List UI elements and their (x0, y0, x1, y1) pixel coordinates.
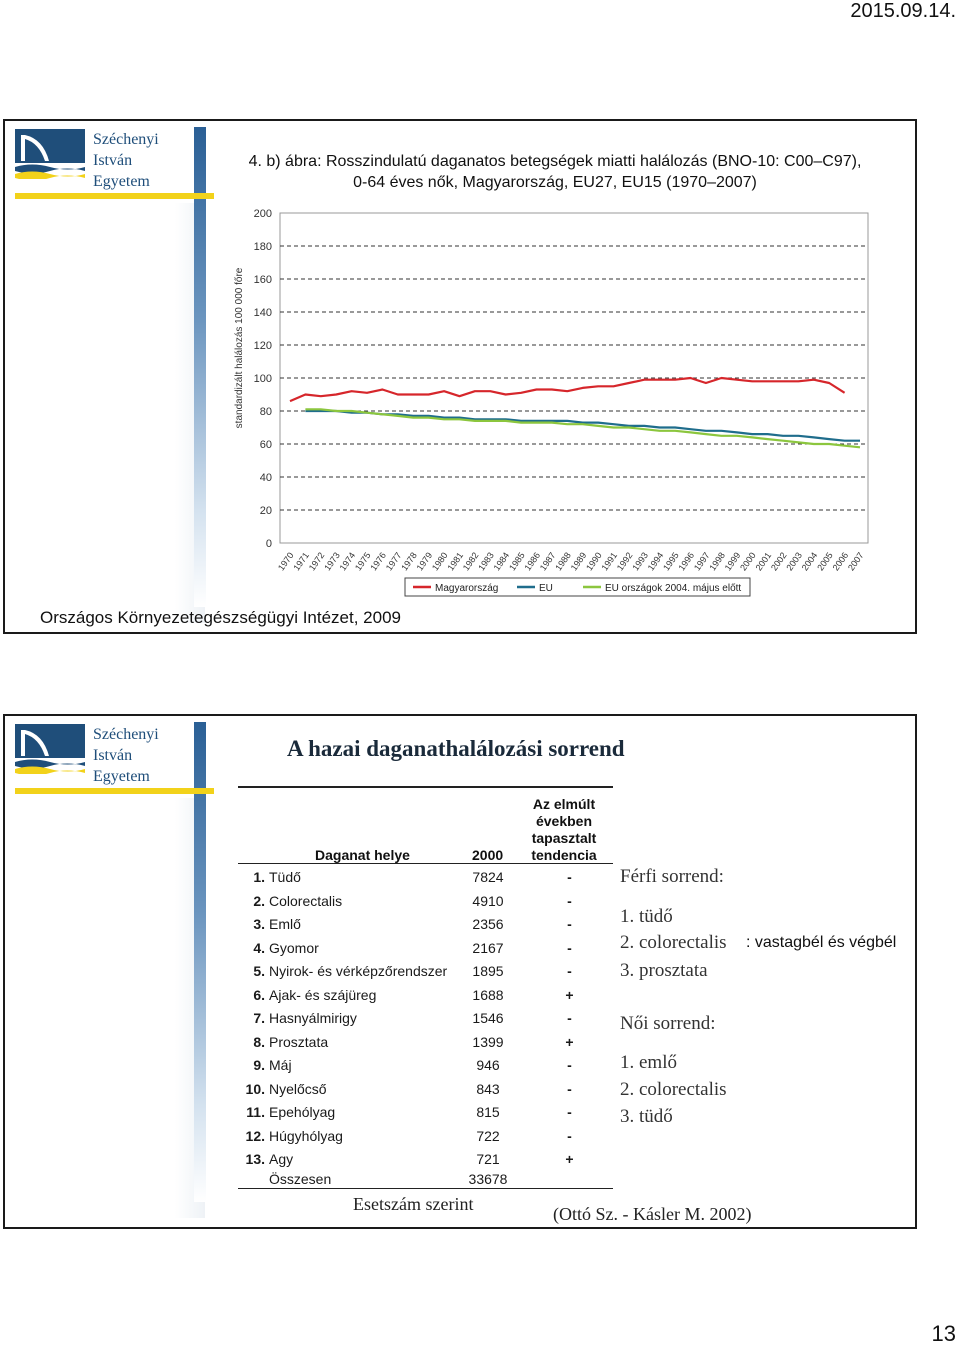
x-tick-label: 1987 (537, 550, 558, 573)
table-row (242, 987, 612, 1010)
female-ranking-item: 3. tüdő (620, 1106, 673, 1127)
table-row (242, 893, 612, 916)
university-name-line1: Széchenyi (93, 131, 159, 148)
x-tick-label: 1978 (399, 550, 419, 573)
row-number: 12. (245, 1127, 265, 1144)
y-tick-label: 0 (265, 538, 272, 550)
x-tick-label: 1985 (507, 550, 527, 573)
y-tick-label: 40 (259, 472, 272, 484)
x-tick-label: 1991 (599, 550, 620, 573)
colorectal-note: : vastagbél és végbél (746, 934, 897, 951)
death-count: 1399 (472, 1033, 504, 1050)
total-value: 33678 (468, 1171, 508, 1187)
x-tick-label: 2005 (815, 550, 835, 573)
x-tick-label: 1994 (645, 550, 666, 573)
death-count: 722 (476, 1127, 500, 1144)
male-ranking-heading: Férfi sorrend: (620, 866, 724, 887)
cancer-site: Gyomor (269, 939, 319, 956)
y-tick-label: 80 (259, 406, 272, 418)
trend-indicator: + (565, 1151, 574, 1167)
female-ranking-item: 1. emlő (620, 1052, 677, 1073)
yellow-accent-bar (15, 788, 214, 794)
trend-indicator: - (567, 939, 572, 956)
female-ranking-item: 2. colorectalis (620, 1079, 727, 1100)
x-tick-label: 1973 (322, 550, 342, 573)
x-tick-label: 2003 (784, 550, 805, 573)
cancer-site: Húgyhólyag (269, 1127, 343, 1144)
cancer-site: Prosztata (269, 1033, 329, 1050)
column-header-trend (529, 796, 599, 864)
chart-title (205, 151, 905, 193)
trend-header-line: tapasztalt (531, 830, 597, 846)
trend-indicator: - (567, 1010, 572, 1026)
table-row (242, 1128, 612, 1151)
y-tick-label: 60 (259, 439, 272, 451)
x-tick-label: 1992 (614, 550, 635, 573)
x-tick-label: 1979 (414, 550, 435, 573)
x-tick-label: 2001 (753, 550, 774, 573)
page-date: 2015.09.14. (850, 0, 956, 22)
chart-title-line1: 4. b) ábra: Rosszindulatú daganatos betegségek miatti halálozás (BNO-10: C00–C97), (248, 153, 862, 170)
table-row (242, 869, 612, 892)
slide-chart (3, 119, 917, 634)
cancer-site: Máj (269, 1057, 292, 1073)
university-name-line2: István (93, 747, 133, 764)
x-tick-label: 1995 (661, 550, 681, 573)
x-tick-label: 1998 (707, 550, 727, 573)
table-row (242, 1010, 612, 1033)
slide-title: A hazai daganathalálozási sorrend (287, 736, 625, 761)
x-tick-label: 1971 (291, 550, 312, 573)
row-number: 8. (253, 1033, 265, 1050)
death-count: 946 (476, 1057, 500, 1073)
trend-indicator: - (567, 892, 572, 909)
cancer-site: Colorectalis (269, 892, 343, 909)
male-ranking-item: 3. prosztata (620, 960, 708, 981)
row-number: 3. (253, 916, 265, 932)
trend-header-line: tendencia (531, 847, 597, 863)
table-top-rule (238, 786, 613, 788)
column-header-year: 2000 (472, 847, 504, 863)
death-count: 2356 (472, 916, 504, 932)
trend-header-line: években (535, 813, 593, 829)
death-count: 721 (476, 1151, 500, 1167)
citation: (Ottó Sz. - Kásler M. 2002) (553, 1204, 752, 1224)
university-name-line3: Egyetem (93, 173, 150, 190)
male-ranking-item: 2. colorectalis (620, 932, 727, 953)
table-bottom-rule (238, 1188, 613, 1189)
slide-ranking (3, 714, 917, 1229)
cancer-site: Hasnyálmirigy (269, 1010, 357, 1026)
source-citation: Országos Környezetegészségügyi Intézet, 2009 (40, 608, 401, 627)
x-tick-label: 1984 (491, 550, 512, 573)
table-row (242, 1057, 612, 1080)
x-tick-label: 1993 (630, 550, 650, 573)
death-count: 2167 (472, 939, 504, 956)
x-tick-label: 1977 (383, 550, 404, 573)
y-tick-label: 120 (253, 340, 272, 352)
x-tick-label: 1975 (352, 550, 373, 573)
slide-side-gradient (5, 798, 205, 1218)
cancer-site: Tüdő (269, 869, 301, 885)
table-header-rule (238, 863, 613, 864)
death-count: 1546 (472, 1010, 504, 1026)
x-tick-label: 1974 (337, 550, 358, 573)
x-tick-label: 1989 (568, 550, 589, 573)
series-line-0 (290, 378, 845, 401)
cancer-site: Epehólyag (269, 1104, 336, 1120)
slide-side-gradient (5, 203, 205, 623)
row-number: 10. (245, 1080, 265, 1097)
female-ranking-heading: Női sorrend: (620, 1013, 716, 1034)
y-tick-label: 100 (253, 373, 272, 385)
death-count: 1688 (472, 986, 504, 1003)
side-accent-bar (194, 722, 206, 1202)
trend-indicator: - (567, 963, 572, 979)
x-tick-label: 2000 (738, 550, 758, 573)
x-tick-label: 1972 (306, 550, 327, 573)
y-tick-label: 160 (253, 274, 272, 286)
trend-indicator: - (567, 1080, 572, 1097)
x-tick-label: 1986 (522, 550, 543, 573)
death-count: 1895 (472, 963, 504, 979)
x-tick-label: 2004 (799, 550, 820, 573)
row-number: 5. (253, 963, 265, 979)
cancer-site: Emlő (269, 916, 301, 932)
row-number: 13. (245, 1151, 265, 1167)
row-number: 6. (253, 986, 265, 1003)
x-tick-label: 1976 (368, 550, 389, 573)
legend-label-0: Magyarország (435, 583, 499, 594)
death-count: 815 (476, 1104, 500, 1120)
mortality-line-chart (220, 203, 910, 608)
table-row (242, 1081, 612, 1104)
male-ranking-item: 1. tüdő (620, 906, 673, 927)
cancer-site: Ajak- és szájüreg (269, 986, 377, 1003)
x-tick-label: 1999 (722, 550, 743, 573)
trend-indicator: - (567, 1057, 572, 1073)
y-tick-label: 180 (253, 241, 272, 253)
university-logo-icon (15, 724, 85, 774)
university-name-line2: István (93, 152, 133, 169)
trend-indicator: - (567, 1127, 572, 1144)
university-name-line1: Széchenyi (93, 726, 159, 743)
table-row (242, 940, 612, 963)
cancer-site: Agy (269, 1151, 294, 1167)
table-row (242, 963, 612, 986)
x-tick-label: 1996 (676, 550, 697, 573)
trend-indicator: + (565, 1033, 574, 1050)
row-number: 4. (253, 939, 265, 956)
x-tick-label: 1988 (553, 550, 573, 573)
table-row (242, 1104, 612, 1127)
x-tick-label: 1981 (445, 550, 466, 573)
row-number: 7. (253, 1010, 265, 1026)
death-count: 843 (476, 1080, 500, 1097)
y-axis-label: standardizált halálozás 100 000 főre (234, 267, 245, 429)
yellow-accent-bar (15, 193, 214, 199)
death-count: 7824 (472, 869, 504, 885)
trend-indicator: - (567, 916, 572, 932)
x-tick-label: 2007 (845, 550, 866, 573)
legend-label-2: EU országok 2004. május előtt (605, 583, 742, 594)
x-tick-label: 2002 (768, 550, 789, 573)
row-number: 1. (253, 869, 265, 885)
y-tick-label: 140 (253, 307, 272, 319)
trend-header-line: Az elmúlt (532, 796, 596, 812)
university-logo-icon (15, 129, 85, 179)
column-header-place: Daganat helye (315, 847, 410, 863)
row-number: 11. (246, 1104, 265, 1120)
x-tick-label: 1980 (430, 550, 450, 573)
x-tick-label: 1990 (584, 550, 604, 573)
trend-indicator: - (567, 1104, 572, 1120)
page-number: 13 (931, 1321, 956, 1346)
chart-title-line2: 0-64 éves nők, Magyarország, EU27, EU15 (1970–2007) (353, 174, 757, 191)
y-tick-label: 200 (253, 208, 272, 220)
university-name (93, 129, 159, 192)
trend-indicator: + (565, 986, 574, 1003)
y-tick-label: 20 (259, 505, 272, 517)
table-total-row (242, 1171, 612, 1194)
university-name-line3: Egyetem (93, 768, 150, 785)
row-number: 9. (253, 1057, 265, 1073)
x-tick-label: 1982 (460, 550, 481, 573)
x-tick-label: 1983 (476, 550, 496, 573)
row-number: 2. (253, 892, 265, 909)
university-name (93, 724, 159, 787)
x-tick-label: 1970 (275, 550, 296, 573)
table-row (242, 1034, 612, 1057)
legend-label-1: EU (539, 583, 553, 594)
trend-indicator: - (567, 869, 572, 885)
series-line-2 (305, 409, 860, 447)
death-count: 4910 (472, 892, 504, 909)
table-caption: Esetszám szerint (353, 1194, 474, 1214)
side-accent-bar (194, 127, 206, 607)
x-tick-label: 2006 (830, 550, 851, 573)
table-row (242, 916, 612, 939)
cancer-site: Nyirok- és vérképzőrendszer (269, 963, 448, 979)
cancer-site: Nyelőcső (269, 1080, 327, 1097)
x-tick-label: 1997 (691, 550, 712, 573)
total-label: Összesen (269, 1171, 332, 1187)
